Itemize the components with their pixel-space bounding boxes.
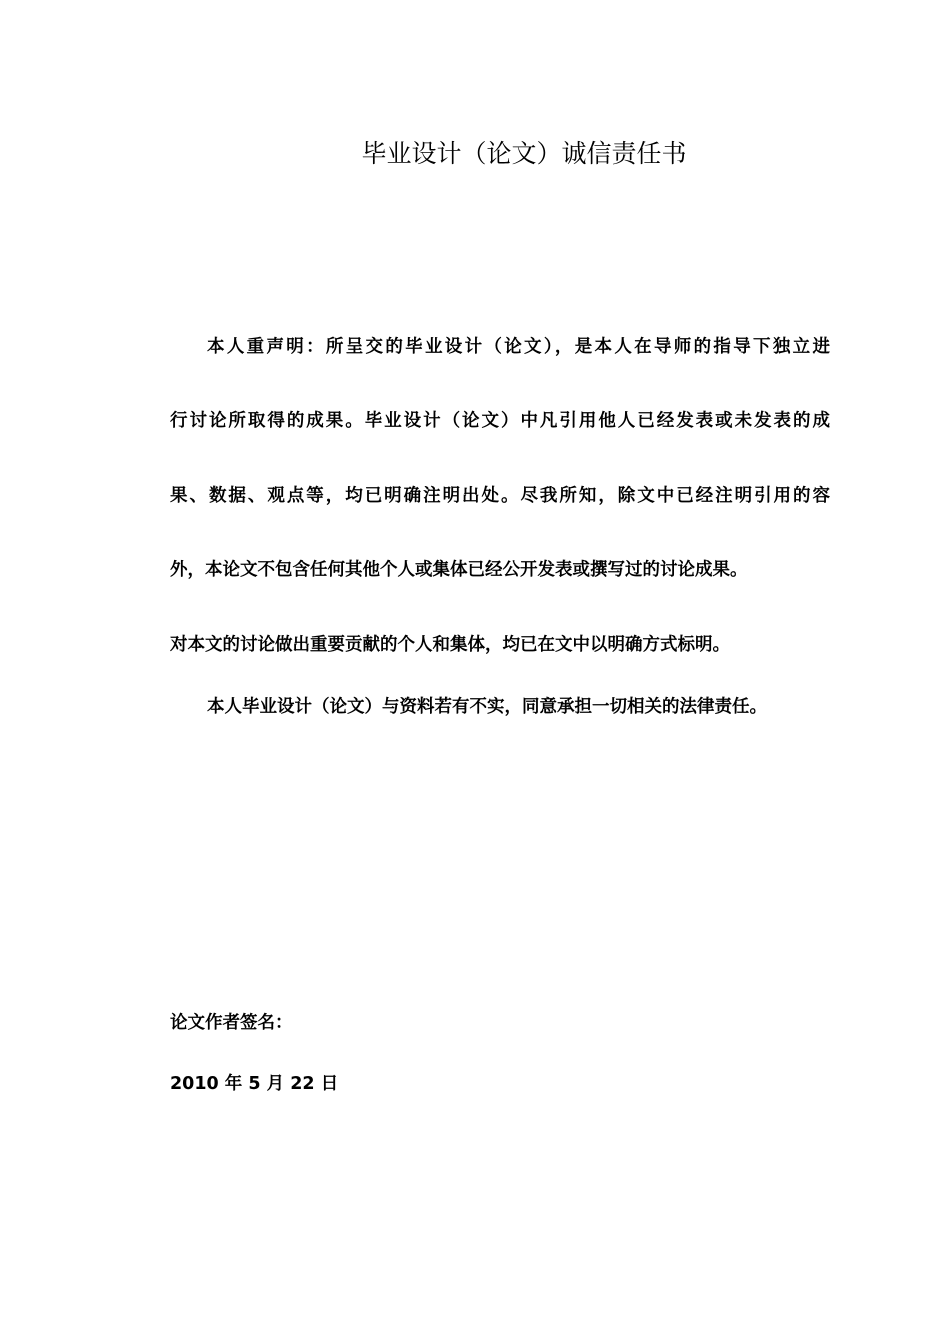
signature-label: 论文作者签名： bbox=[170, 1013, 293, 1033]
signature-date: 2010 年 5 月 22 日 bbox=[170, 1074, 339, 1094]
paragraph-line-2: 行讨论所取得的成果。毕业设计（论文）中凡引用他人已经发表或未发表的成 bbox=[170, 411, 830, 431]
paragraph-line-5: 对本文的讨论做出重要贡献的个人和集体，均已在文中以明确方式标明。 bbox=[170, 635, 730, 655]
paragraph-line-4: 外，本论文不包含任何其他个人或集体已经公开发表或撰写过的讨论成果。 bbox=[170, 560, 748, 580]
paragraph-line-1: 本人重声明：所呈交的毕业设计（论文），是本人在导师的指导下独立进 bbox=[207, 337, 830, 357]
paragraph-2: 本人毕业设计（论文）与资料若有不实，同意承担一切相关的法律责任。 bbox=[207, 697, 767, 717]
paragraph-line-3: 果、数据、观点等，均已明确注明出处。尽我所知，除文中已经注明引用的容 bbox=[170, 486, 830, 506]
page-title: 毕业设计（论文）诚信责任书 bbox=[361, 139, 687, 168]
